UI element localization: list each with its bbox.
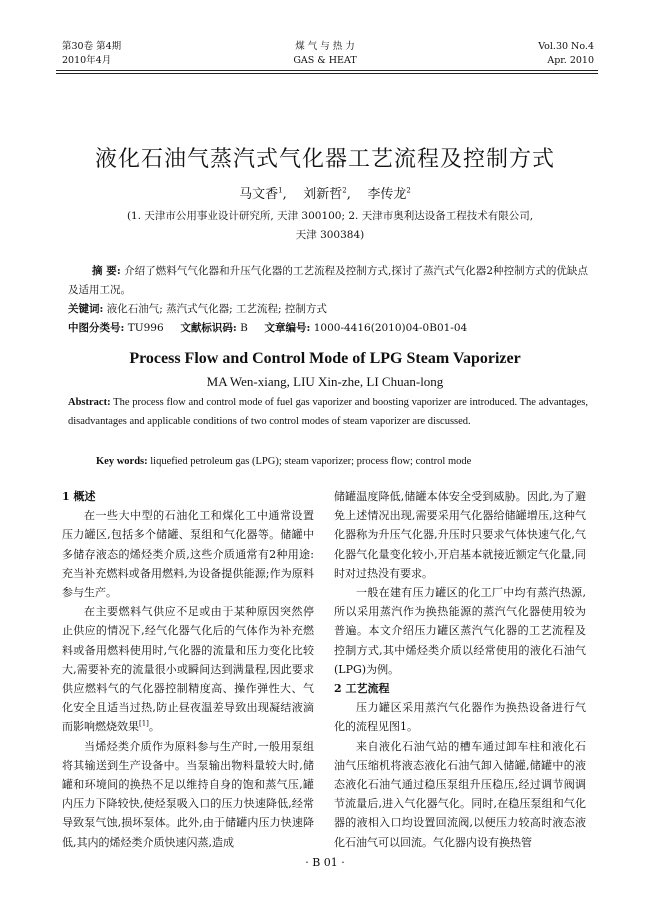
keywords-cn-label: 关键词:	[68, 303, 104, 315]
section-1-heading: 1 概述	[62, 490, 96, 503]
author-2-affil: 2	[342, 186, 347, 195]
clc-value: TU996	[127, 322, 164, 334]
abstract-cn-label: 摘 要:	[92, 265, 121, 277]
issue-date-en: Apr. 2010	[547, 55, 594, 66]
body-column-right	[334, 487, 586, 852]
paragraph: 当烯烃类介质作为原料参与生产时,一般用泵组将其输送到生产设备中。当泵输出物料量较大时,储罐和环境间的换热不足以维持自身的饱和蒸气压,罐内压力下降较快,使烃泵吸入口的压力快速降低,经常导致泵气蚀,损坏泵体。此外,由于储罐内压力快速降低,其内的烯烃类介质快速闪蒸,造成	[62, 739, 314, 849]
paragraph	[62, 602, 314, 736]
author-1: 马文香	[239, 187, 279, 202]
abstract-cn	[68, 262, 588, 300]
journal-name-cn: 煤 气 与 热 力	[295, 41, 355, 52]
paragraph-end: 。	[148, 720, 160, 734]
article-no-label: 文章编号:	[264, 322, 311, 334]
paragraph: 压力罐区采用蒸汽气化器作为换热设备进行气化的流程见图1。	[334, 701, 586, 734]
keywords-en-text: liquefied petroleum gas (LPG); steam vaporizer; process flow; control mode	[150, 456, 472, 467]
affiliations	[80, 207, 580, 245]
author-1-affil: 1	[278, 186, 283, 195]
header-rule-bottom	[56, 73, 598, 74]
author-3-affil: 2	[406, 186, 411, 195]
paper-title-cn: 液化石油气蒸汽式气化器工艺流程及控制方式	[94, 147, 555, 172]
volume-issue: 第30卷 第4期	[62, 41, 122, 52]
doc-code-value: B	[240, 322, 248, 334]
affiliation-line-1: (1. 天津市公用事业设计研究所, 天津 300100; 2. 天津市奥利达设备工程技术有限公司,	[126, 210, 534, 222]
page-number: · B 01 ·	[305, 856, 345, 869]
authors-cn: 马文香$^1$, 刘新哲$^2$, 李传龙$^2$	[239, 186, 411, 202]
paragraph: 一般在建有压力罐区的化工厂中均有蒸汽热源,所以采用蒸汽作为换热能源的蒸汽气化器使用较为普遍。本文介绍压力罐区蒸汽气化器的工艺流程及控制方式,其中烯烃类介质以经常使用的液化石油气(LPG)为例。	[334, 586, 586, 676]
abstract-en-text: The process flow and control mode of fuel gas vaporizer and boosting vaporizer are introduced. The advantages, disadvantages and applicable conditions of two control modes of steam vaporizer are discussed.	[68, 397, 588, 427]
section-2-heading: 2 工艺流程	[334, 682, 390, 696]
doc-code-label: 文献标识码:	[180, 322, 237, 334]
keywords-en	[96, 452, 596, 471]
keywords-en-label: Key words:	[96, 456, 148, 467]
journal-name-en: GAS & HEAT	[293, 55, 357, 66]
abstract-en	[68, 393, 588, 431]
paragraph-text: 在主要燃料气供应不足或由于某种原因突然停止供应的情况下,经气化器气化后的气体作为补充燃料或备用燃料使用时,气化器的流量和压力变化比较大,需要补充的流量很小或瞬间达到满量程,因此要求供应燃料气的气化器控制精度高、操作弹性大、气化安全且适当过热,防止昼夜温差导致出现凝结液滴而影响燃烧效果	[62, 605, 314, 734]
header-rule-top	[56, 70, 598, 71]
keywords-cn-text: 液化石油气; 蒸汽式气化器; 工艺流程; 控制方式	[106, 303, 327, 315]
abstract-en-label: Abstract:	[68, 397, 111, 408]
authors-en: MA Wen-xiang, LIU Xin-zhe, LI Chuan-long	[206, 374, 444, 389]
classification-line	[68, 319, 588, 338]
paragraph: 来自液化石油气站的槽车通过卸车柱和液化石油气压缩机将液态液化石油气卸入储罐,储罐中的液态液化石油气通过稳压泵组升压稳压,经过调节阀调节流量后,进入气化器气化。同时,在稳压泵组和气化器的液相入口均设置回流阀,以便压力较高时液态液化石油气可以回流。气化器内设有换热管	[334, 739, 586, 849]
article-no-value: 1000-4416(2010)04-0B01-04	[313, 322, 468, 334]
author-2: 刘新哲	[303, 187, 343, 202]
body-column-left	[62, 487, 314, 852]
affiliation-line-2: 天津 300384)	[295, 229, 365, 241]
paragraph: 在一些大中型的石油化工和煤化工中通常设置压力罐区,包括多个储罐、泵组和气化器等。储罐中多储存液态的烯烃类介质,这些介质通常有2种用途:充当补充燃料或备用燃料,为设备提供能源;作为原料参与生产。	[62, 509, 314, 600]
volume-issue-en: Vol.30 No.4	[538, 41, 594, 52]
abstract-cn-text: 介绍了燃料气气化器和升压气化器的工艺流程及控制方式,探讨了蒸汽式气化器2种控制方式的优缺点及适用工况。	[68, 265, 588, 296]
paper-title-en: Process Flow and Control Mode of LPG Steam Vaporizer	[129, 350, 521, 367]
clc-label: 中图分类号:	[68, 322, 125, 334]
citation-ref: [1]	[139, 719, 149, 728]
paragraph: 储罐温度降低,储罐本体安全受到威胁。因此,为了避免上述情况出现,需要采用气化器给储罐增压,这种气化器称为升压气化器,升压时只要求气体快速气化,气化器气化量变化较小,开启基本就接近额定气化量,同时对过热没有要求。	[334, 490, 586, 580]
journal-issue-info-en	[538, 40, 594, 68]
author-3: 李传龙	[367, 187, 407, 202]
keywords-cn	[68, 300, 588, 319]
issue-date: 2010年4月	[62, 55, 112, 66]
